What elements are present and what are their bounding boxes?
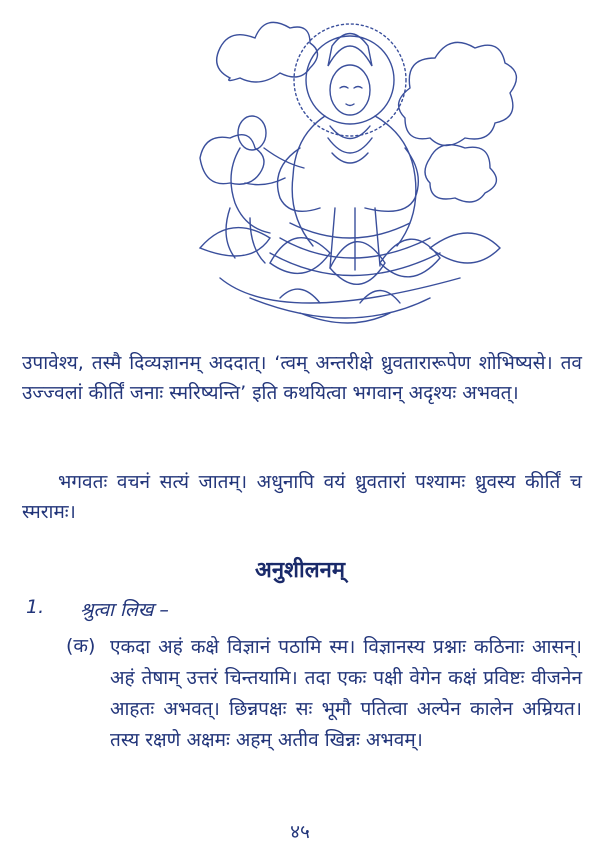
cloud-left [217,22,318,82]
child-head [238,116,266,150]
story-paragraph-1: उपावेश्य, तस्मै दिव्यज्ञानम् अददात्। ‘त्वम् अन्तरीक्षे ध्रुवतारारूपेण शोभिष्यसे। तव उज्ज्वलां कीर्तिं जनाः स्मरिष्यन्ति’ इति कथयित्वा भगवान् अदृश्यः अभवत्। [22,352,582,404]
deity-illustration [160,8,520,338]
page-number: ४५ [290,821,310,843]
exercise-instruction: श्रुत्वा लिख – [80,599,169,621]
dictation-paragraph: एकदा अहं कक्षे विज्ञानं पठामि स्म। विज्ञानस्य प्रश्नाः कठिनाः आसन्। अहं तेषाम् उत्तरं चिन्तयामि। तदा एकः पक्षी वेगेन कक्षं प्रविष्टः वीजनेन आहतः अभवत्। छिन्नपक्षः सः भूमौ पतित्वा अल्पेन कालेन अम्रियत। तस्य रक्षणे अक्षमः अहम् अतीव खिन्नः अभवम्। [110,636,582,751]
story-paragraph-2: भगवतः वचनं सत्यं जातम्। अधुनापि वयं ध्रुवतारां पश्यामः ध्रुवस्य कीर्तिं च स्मरामः। [22,471,582,523]
torso [292,116,416,246]
halo [294,24,406,136]
section-heading: अनुशीलनम् [255,558,345,583]
cloud-right [399,42,517,145]
head [330,65,370,115]
cloud-right-2 [425,145,496,202]
cloud-left-2 [200,135,264,185]
exercise-number: 1. [26,596,45,618]
sub-question-label: (क) [66,635,96,657]
